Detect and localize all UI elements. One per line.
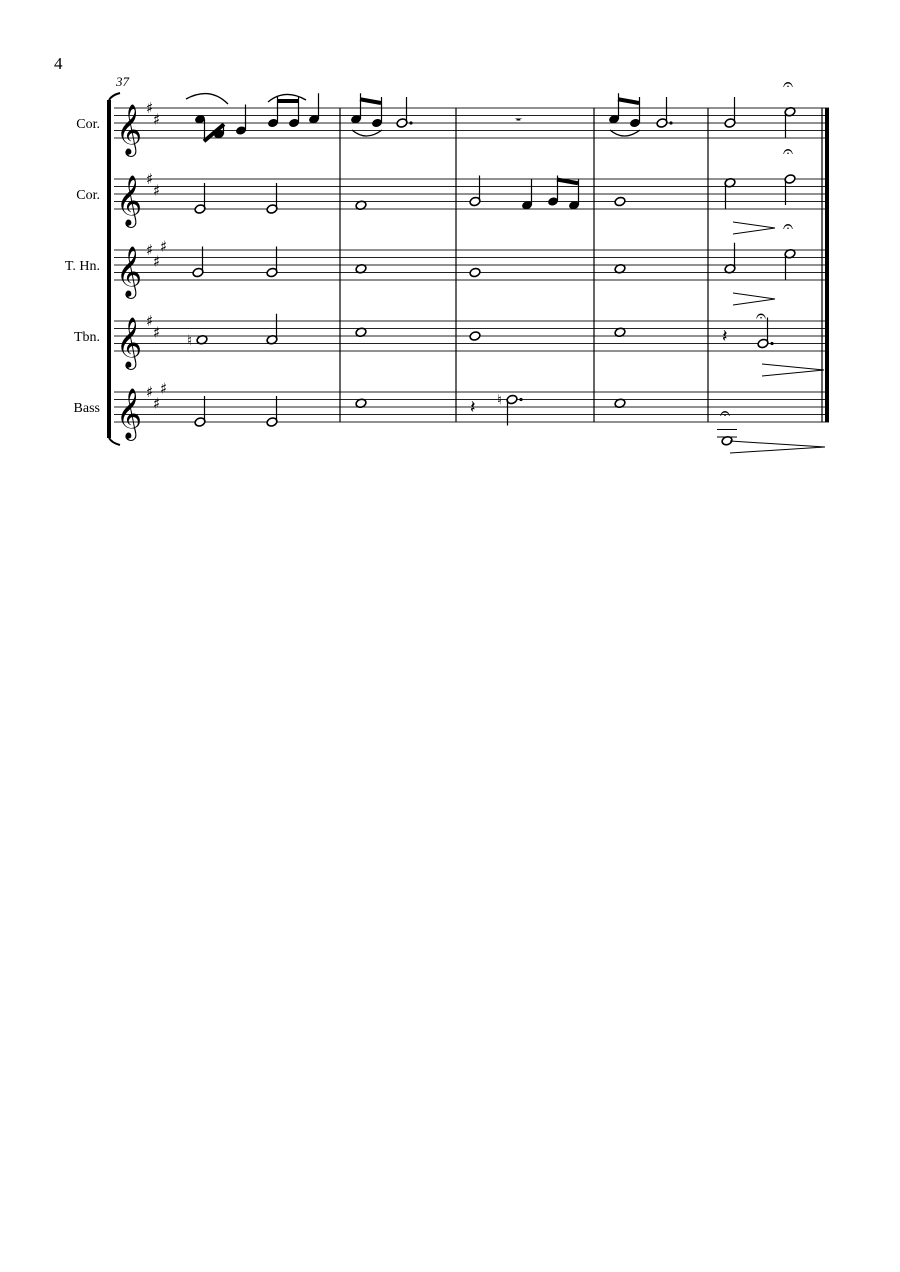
whole-rest: 𝄻 [515, 113, 522, 134]
treble-clef-icon: 𝄞 [116, 246, 143, 297]
decrescendo-hairpin [762, 364, 824, 376]
instrument-label-tenor-horn: T. Hn. [64, 259, 100, 274]
accidental-natural: ♮ [187, 332, 193, 349]
instrument-label-trombone: Tbn. [73, 330, 100, 345]
treble-clef-icon: 𝄞 [116, 175, 143, 226]
fermata-icon: 𝄐 [783, 141, 794, 162]
augmentation-dot [519, 398, 522, 401]
beam [557, 180, 578, 184]
quarter-rest: 𝄽 [722, 326, 728, 347]
page-number: 4 [54, 54, 63, 73]
augmentation-dot [669, 121, 672, 124]
augmentation-dot [409, 121, 412, 124]
open-notehead [469, 331, 481, 342]
fermata-icon: 𝄐 [783, 73, 794, 95]
open-notehead [614, 196, 626, 207]
fermata-icon: 𝄐 [783, 215, 794, 237]
decrescendo-hairpin [733, 293, 775, 305]
quarter-rest: 𝄽 [470, 397, 476, 418]
bracket-top [109, 93, 120, 100]
key-signature-sharp: ♯ [153, 252, 161, 271]
beam [618, 99, 639, 103]
key-signature-sharp: ♯ [153, 110, 161, 129]
treble-clef-icon: 𝄞 [116, 104, 143, 155]
key-signature-sharp: ♯ [146, 241, 154, 259]
key-signature-sharp: ♯ [146, 312, 154, 330]
bracket-bottom [109, 438, 120, 445]
key-signature-sharp: ♯ [153, 323, 161, 342]
accidental-natural: ♮ [497, 392, 503, 409]
key-signature-sharp: ♯ [153, 394, 161, 413]
key-signature-sharp: ♯ [146, 99, 154, 117]
slur [186, 94, 228, 104]
instrument-label-cornet-1: Cor. [76, 117, 100, 132]
instrument-label-bass: Bass [73, 401, 100, 416]
beam [360, 99, 381, 103]
measure-number: 37 [116, 74, 129, 89]
key-signature-sharp: ♯ [160, 237, 168, 256]
key-signature-sharp: ♯ [160, 379, 168, 398]
key-signature-sharp: ♯ [146, 383, 154, 401]
instrument-label-cornet-2: Cor. [76, 188, 100, 203]
key-signature-sharp: ♯ [146, 170, 154, 188]
fermata-icon: 𝄐 [756, 305, 767, 327]
decrescendo-hairpin [733, 222, 775, 234]
key-signature-sharp: ♯ [153, 181, 161, 200]
open-notehead [469, 267, 481, 278]
treble-clef-icon: 𝄞 [116, 317, 143, 368]
treble-clef-icon: 𝄞 [116, 388, 143, 439]
augmentation-dot [770, 342, 773, 345]
decrescendo-hairpin [730, 441, 825, 453]
fermata-icon: 𝄐 [720, 402, 731, 424]
